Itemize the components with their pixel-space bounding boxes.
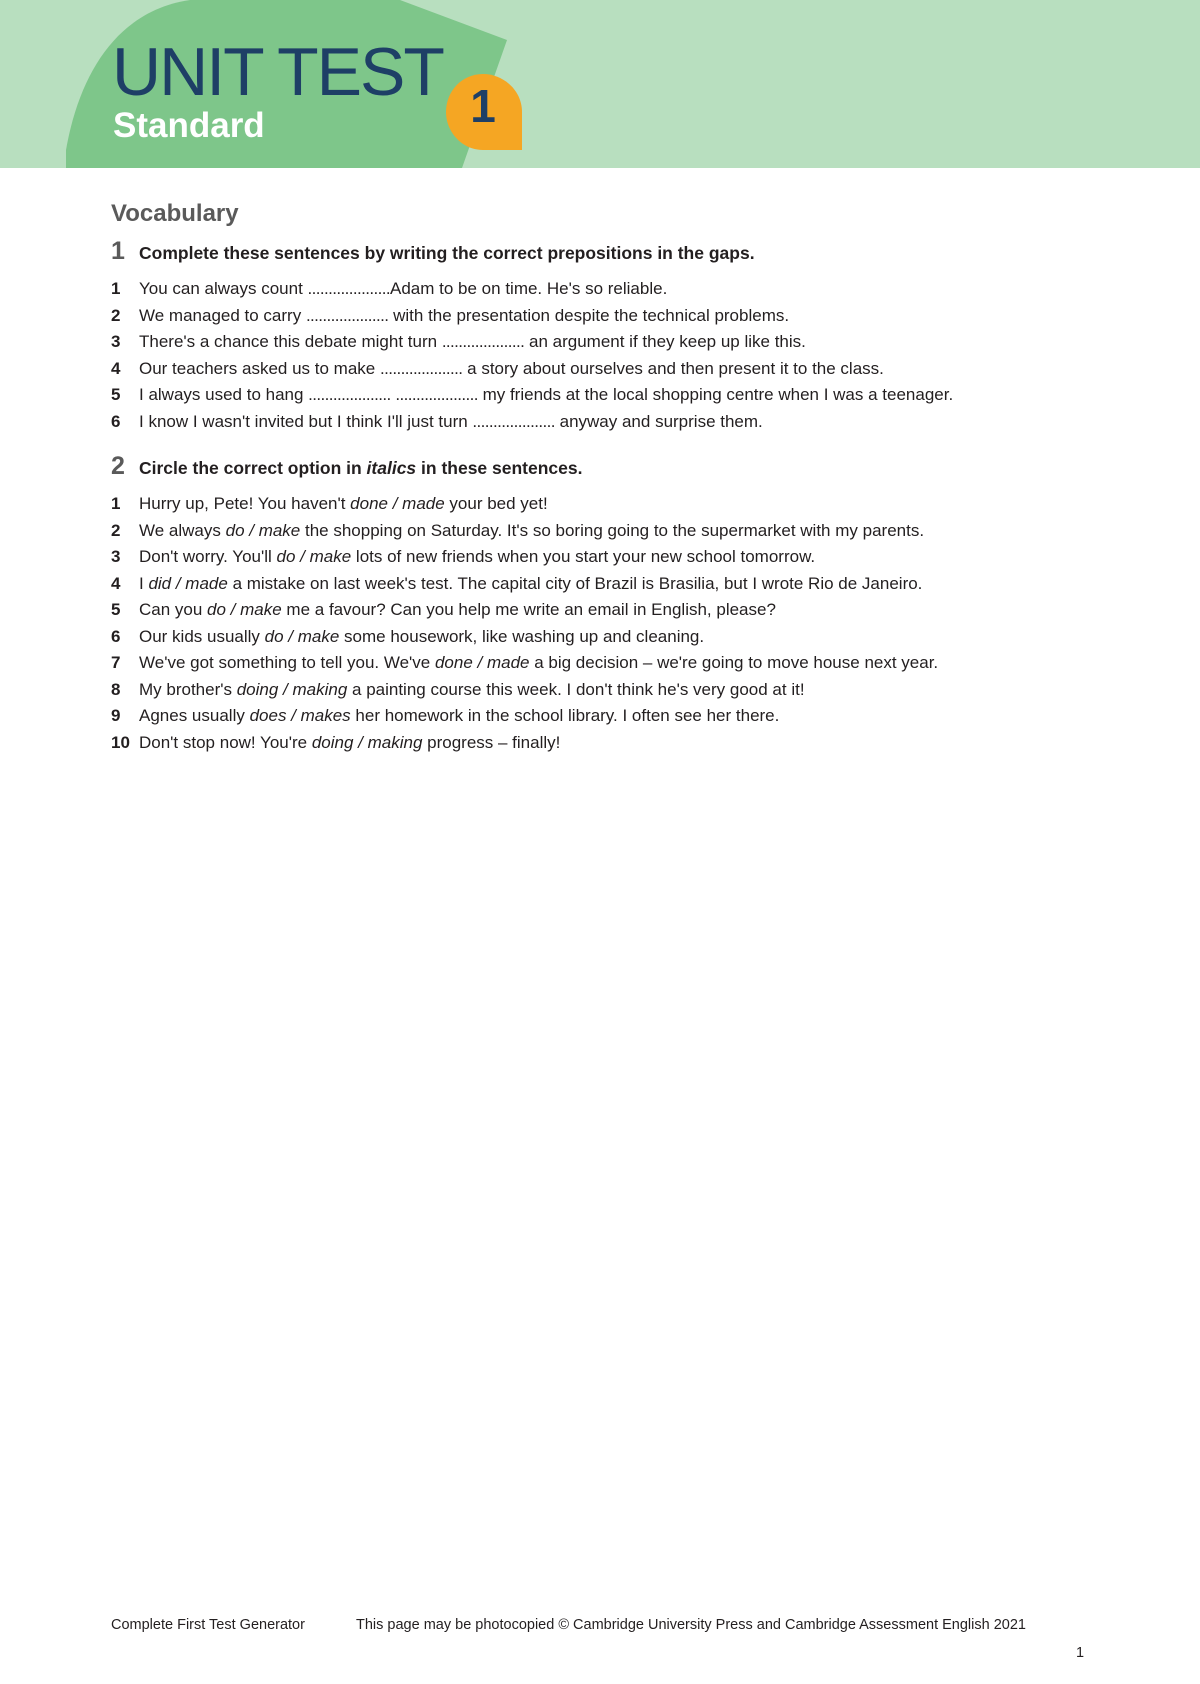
exercise-number: 1 <box>111 237 125 265</box>
page-subtitle: Standard <box>113 106 265 145</box>
option-choices[interactable]: does / makes <box>249 706 351 725</box>
item-text-after: my friends at the local shopping centre when I was a teenager. <box>477 385 954 404</box>
item-text-before: We always <box>139 520 226 540</box>
exercise-1-items <box>111 276 1111 435</box>
item-number: 1 <box>111 279 121 298</box>
instruction-text: Complete these sentences by writing the correct prepositions in the gaps. <box>139 243 755 263</box>
unit-number: 1 <box>470 80 496 132</box>
item-text-before: I know I wasn't invited but I think I'll just turn <box>139 411 473 431</box>
exercise-2-instruction <box>111 453 1111 483</box>
item-text-before: Can you <box>139 600 208 619</box>
instruction-text: Circle the correct option in <box>139 458 367 478</box>
list-item <box>111 518 1111 545</box>
item-text-before: There's a chance this debate might turn <box>139 332 442 351</box>
item-text-after: a big decision – we're going to move house next year. <box>529 653 939 672</box>
answer-gap[interactable]: .................... <box>472 411 555 431</box>
item-text-before: Our teachers asked us to make <box>139 358 380 378</box>
option-choices[interactable]: doing / making <box>236 679 348 699</box>
exercise-number: 2 <box>111 452 125 480</box>
item-number: 5 <box>111 600 121 619</box>
item-text-before: Don't stop now! You're <box>139 732 312 752</box>
option-choices[interactable]: do / make <box>264 626 340 646</box>
item-number: 8 <box>111 679 121 699</box>
list-item <box>111 409 1111 436</box>
item-text-before: My brother's <box>139 679 237 699</box>
item-text-after: lots of new friends when you start your new school tomorrow. <box>351 547 816 566</box>
page-title: UNIT TEST <box>112 34 443 110</box>
list-item <box>111 356 1111 383</box>
exercise-1-instruction <box>111 238 1111 268</box>
item-text-after: some housework, like washing up and cleaning. <box>339 626 705 646</box>
option-choices[interactable]: done / made <box>350 494 445 513</box>
answer-gap[interactable]: .................... <box>379 358 463 378</box>
footer-product: Complete First Test Generator <box>111 1617 305 1633</box>
item-text-before: I always used to hang <box>139 385 309 404</box>
item-text-after: her homework in the school library. I often see her there. <box>350 706 780 725</box>
answer-gap[interactable]: .................... <box>308 385 391 404</box>
item-text-after: with the presentation despite the technical problems. <box>388 305 790 325</box>
list-item <box>111 650 1111 677</box>
option-choices[interactable]: do / make <box>225 520 301 540</box>
item-text-after: a painting course this week. I don't think he's very good at it! <box>347 679 805 699</box>
item-text-after: an argument if they keep up like this. <box>524 332 806 351</box>
item-number: 3 <box>111 547 121 566</box>
item-text-before: We managed to carry <box>139 305 306 325</box>
test-content <box>111 200 1111 756</box>
item-text-after: a mistake on last week's test. The capital city of Brazil is Brasilia, but I wrote Rio de Janeiro. <box>227 573 923 593</box>
list-item <box>111 730 1111 757</box>
item-text-after: anyway and surprise them. <box>554 411 763 431</box>
list-item <box>111 703 1111 730</box>
item-number: 6 <box>111 626 121 646</box>
option-choices[interactable]: doing / making <box>311 732 423 752</box>
item-text-before: Don't worry. You'll <box>139 547 277 566</box>
list-item <box>111 276 1111 303</box>
item-text-after: me a favour? Can you help me write an email in English, please? <box>281 600 776 619</box>
instruction-text-end: in these sentences. <box>416 458 583 478</box>
item-text-before: We've got something to tell you. We've <box>139 653 435 672</box>
section-title: Vocabulary <box>111 200 239 227</box>
answer-gap[interactable]: .................... <box>307 279 391 298</box>
answer-gap-2[interactable]: .................... <box>395 385 478 404</box>
list-item <box>111 329 1111 356</box>
list-item <box>111 677 1111 704</box>
item-number: 1 <box>111 494 121 513</box>
list-item <box>111 571 1111 598</box>
item-text-before: Agnes usually <box>139 706 250 725</box>
item-number: 6 <box>111 411 121 431</box>
item-text-before: I <box>139 573 149 593</box>
list-item <box>111 624 1111 651</box>
item-number: 7 <box>111 653 121 672</box>
item-text-after: Adam to be on time. He's so reliable. <box>390 279 668 298</box>
page-number: 1 <box>1076 1645 1085 1661</box>
item-text-after: your bed yet! <box>444 494 548 513</box>
item-number: 2 <box>111 305 121 325</box>
item-text-after: a story about ourselves and then present it to the class. <box>462 358 884 378</box>
list-item <box>111 382 1111 409</box>
option-choices[interactable]: done / made <box>434 653 530 672</box>
item-number: 4 <box>111 358 121 378</box>
option-choices[interactable]: did / made <box>148 573 228 593</box>
item-number: 2 <box>111 520 121 540</box>
list-item <box>111 303 1111 330</box>
item-text-before: You can always count <box>139 279 308 298</box>
instruction-italic: italics <box>366 458 417 478</box>
item-number: 3 <box>111 332 121 351</box>
footer-copyright: This page may be photocopied © Cambridge University Press and Cambridge Assessment English 2021 <box>356 1617 1026 1633</box>
exercise-2-items <box>111 491 1111 756</box>
item-text-after: the shopping on Saturday. It's so boring going to the supermarket with my parents. <box>300 520 925 540</box>
answer-gap[interactable]: .................... <box>441 332 525 351</box>
item-number: 10 <box>111 732 130 752</box>
header-banner <box>0 0 1200 168</box>
item-text-before: Hurry up, Pete! You haven't <box>139 494 351 513</box>
item-text-before: Our kids usually <box>139 626 265 646</box>
option-choices[interactable]: do / make <box>207 600 282 619</box>
item-number: 5 <box>111 385 121 404</box>
item-number: 4 <box>111 573 121 593</box>
list-item <box>111 544 1111 571</box>
option-choices[interactable]: do / make <box>276 547 352 566</box>
item-text-after: progress – finally! <box>422 732 561 752</box>
list-item <box>111 597 1111 624</box>
answer-gap[interactable]: .................... <box>305 305 389 325</box>
list-item <box>111 491 1111 518</box>
item-number: 9 <box>111 706 121 725</box>
